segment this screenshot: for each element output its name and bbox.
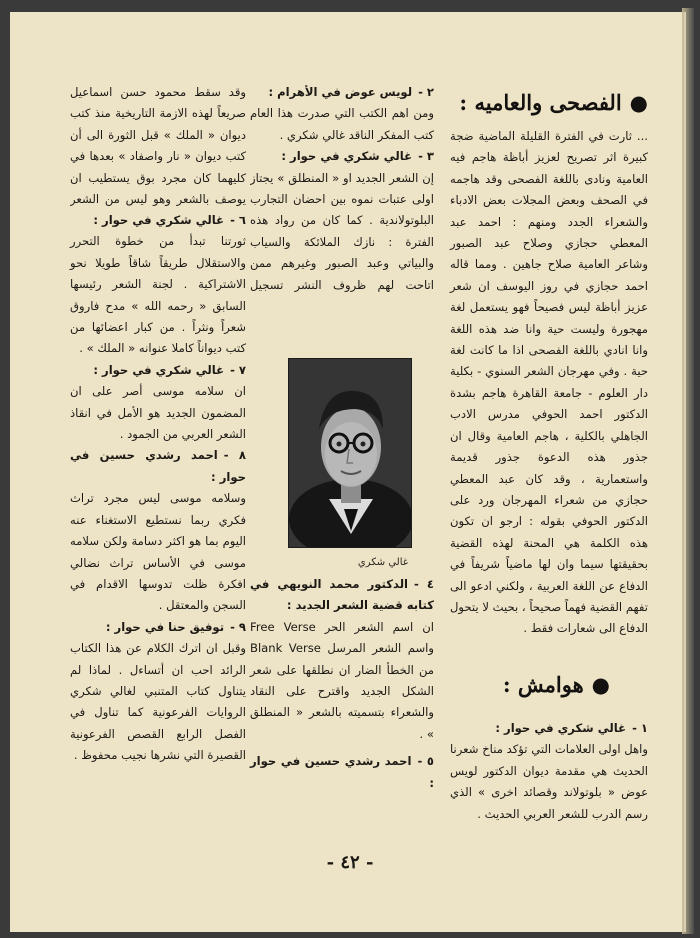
portrait-photo xyxy=(288,358,412,548)
note-text: ثورتنا تبدأ من خطوة التحرر والاستقلال طريقاً شاقاً طويلا نحو الاشتراكية . لجنة الشعر رئيسها السابق « رحمه الله » مدح فاروق شعراً ونثراً . من كبار اعضائها من كتب ديواناً كاملا عنوانه « الملك » . xyxy=(70,234,246,356)
note-3 xyxy=(250,146,434,295)
note-number: ٧ - xyxy=(230,362,246,377)
bullet-icon: ● xyxy=(629,90,648,115)
note-heading: احمد رشدي حسين في حوار : xyxy=(70,448,246,484)
portrait-image xyxy=(289,359,411,547)
middle-column xyxy=(250,82,434,296)
photo-caption: غالي شكري xyxy=(357,557,408,568)
note-1 xyxy=(450,718,648,825)
note-number: ١ - xyxy=(632,721,648,735)
note-text: إن الشعر الجديد او « المنطلق » يجتاز اولى عتبات نموه بين احضان التجارب البلوتولاندية . كما كان من رواد هذه الفترة : نازك الملائكة والسياب والبياتي وعبد الصبور وغيرهم ممن اتاحت لهم ظروف النشر تسجيل xyxy=(250,170,434,292)
note-text: ان سلامه موسى أصر على ان المضمون الجديد هو الأمل في انقاذ الشعر العربي من الجمود . xyxy=(70,384,246,442)
note-text: واهل اولى العلامات التي تؤكد مناخ شعرنا الحديث هي مقدمة ديوان الدكتور لويس عوض « بلوتولاند وقصائد اخرى » الذي رسم الدرب للشعر العربي الحديث . xyxy=(450,742,648,821)
note-heading: الدكتور محمد النويهي في كتابه قضية الشعر الجديد : xyxy=(250,577,434,613)
note-4 xyxy=(250,574,434,745)
note-number: ٨ - xyxy=(223,448,246,463)
note-number: ٦ - xyxy=(230,213,246,227)
article-intro-text: ... ثارت في الفترة القليلة الماضية ضجة كبيرة اثر تصريح لعزيز أباظة هاجم فيه العامية ونادى باللغة الفصحى وقد هاجمه في الصحف وبعض المجلات بعض الادباء والشعراء الجدد ومنهم : احمد عبد المعطي حجازي وصلاح عبد الصبور وشاعر العامية صلاح جاهين . ومما قاله احمد حجازي في روز اليوسف ان شعر عزيز أباظة ليس فصيحاً فهو يستعمل لغة مهجورة وليست حية وانا ضد هذه اللغة وانا انادي باللغة الفصحى اذا ما كانت لغة حية . وفي مهرجان الشعر السنوي - بكلية دار العلوم - جامعة القاهرة هاجم بشدة الدكتور احمد الحوفي مدرس الادب الجاهلي بالكلية ، هاجم العامية وقال ان جذور هذه الدعوة جذور قديمة واستعمارية ، وقد كان عبد المعطي حجازي من شعراء المهرجان ورد على الدكتور الحوفي بقوله : ارجو ان تكون هذه الكلمة هي المحنة لهذه القضية بحقيقتها سيما وان لها ماضياً شريفاً في الدفاع عن اللغة العربية ، ولكني ادعو الى تفهم القضية فهماً صحيحاً ، بحيث لا يتحول الدفاع الى شعارات فقط . xyxy=(450,129,648,636)
note-text: وسلامه موسى ليس مجرد تراث فكري ربما نستطيع الاستغناء عنه اليوم بما هو اكثر دسامة ولكن سلامه موسى في الأساس تراث نضالي افكرة ظلت تدوسها الاقدام في السجن والمعتقل . xyxy=(70,491,246,613)
note-5 xyxy=(250,751,434,794)
note-text: وقبل ان اترك الكلام عن هذا الكتاب الرائد احب ان أتساءل . لماذا لم يتناول كتاب المتنبي لغالي شكري الروايات الفرعونية كما تناول في الفصل الرابع القصص الفرعونية القصيرة التي نشرها نجيب محفوظ . xyxy=(70,641,246,763)
note-heading: لويس عوض في الأهرام : xyxy=(268,85,413,99)
middle-column-lower xyxy=(250,574,434,794)
note-number: ٣ - xyxy=(418,149,434,164)
note-number: ٩ - xyxy=(230,619,246,634)
note-text: ان اسم الشعر الحر Free Verse واسم الشعر المرسل Blank Verse من الخطأ الضار ان نطلقها على شعر الشكل الجديد واقترح على النقاد والشعراء بتسميته بالشعر « المنطلق » . xyxy=(250,619,434,741)
article-title xyxy=(450,90,648,115)
note-number: ٢ - xyxy=(418,85,434,99)
note-2 xyxy=(250,82,434,146)
article-intro xyxy=(450,126,648,640)
article-title-text: الفصحى والعاميه : xyxy=(459,90,622,115)
magazine-page xyxy=(10,12,682,932)
bullet-icon: ● xyxy=(591,672,610,697)
note-heading: احمد رشدي حسين في حوار : xyxy=(250,754,434,790)
note-6 xyxy=(70,210,246,360)
note-heading: غالي شكري في حوار : xyxy=(281,149,413,164)
note-5-continued xyxy=(70,82,246,210)
note-heading: غالي شكري في حوار : xyxy=(495,721,627,735)
note-7 xyxy=(70,360,246,446)
note-number: ٥ - xyxy=(417,754,434,769)
note-8 xyxy=(70,445,246,616)
note-heading: توفيق حنا في حوار : xyxy=(105,619,225,634)
note-text: ومن اهم الكتب التي صدرت هذا العام كتب المفكر الناقد غالي شكري . xyxy=(250,106,434,142)
note-text: وقد سقط محمود حسن اسماعيل صريعاً لهذه الازمة التاريخية منذ كتب ديوان « الملك » قبل الثورة الى أن كتب ديوان « نار واصفاد » بعدها في كليهما كان مجرد بوق يستطيب ان يوصف بالشعر وهو ليس من الشعر xyxy=(70,85,246,207)
notes-title-text: هوامش : xyxy=(502,672,584,697)
note-9 xyxy=(70,617,246,767)
note-heading: غالي شكري في حوار : xyxy=(93,213,225,227)
notes-title xyxy=(450,672,610,697)
book-spine-edge xyxy=(682,8,694,934)
left-column xyxy=(70,82,246,767)
page-number: - ٤٢ - xyxy=(326,852,374,873)
note-heading: غالي شكري في حوار : xyxy=(93,362,225,377)
note-number: ٤ - xyxy=(414,577,434,591)
